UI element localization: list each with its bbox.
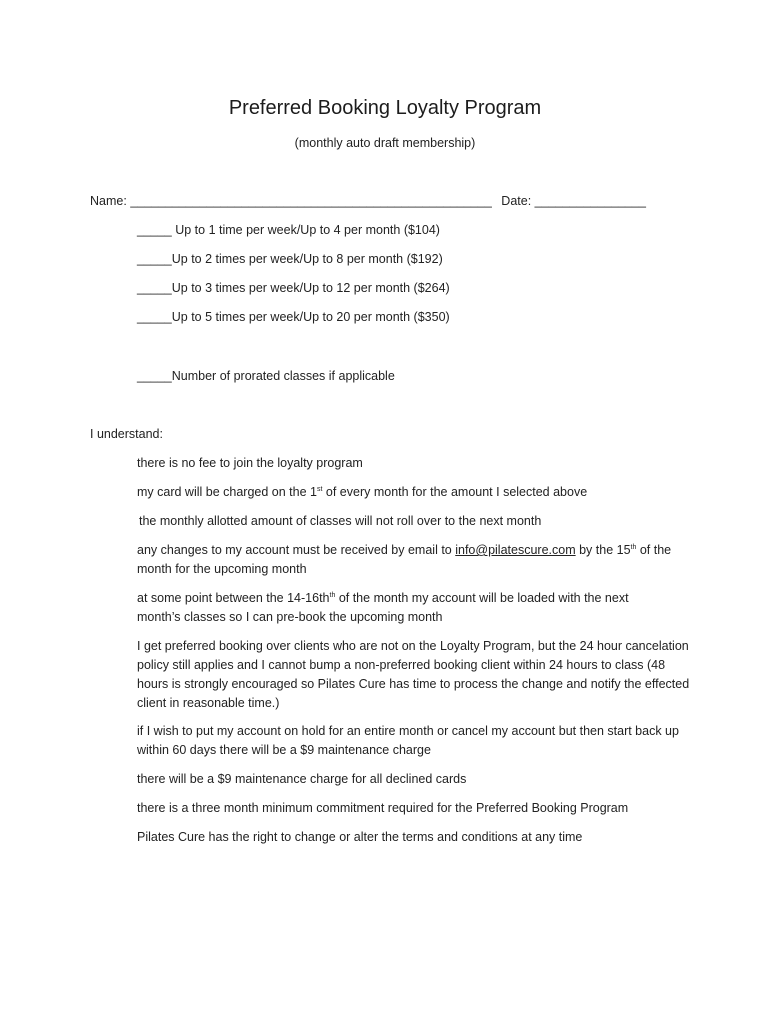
superscript: st: [316, 485, 323, 493]
understand-heading: I understand:: [90, 427, 163, 441]
term-item: there is no fee to join the loyalty program: [137, 456, 363, 470]
name-date-row: [90, 192, 646, 211]
term-item: [137, 589, 667, 627]
term-item: if I wish to put my account on hold for an entire month or cancel my account but then start back up within 60 days there will be a $9 maintenance charge: [137, 724, 679, 757]
term-text: any changes to my account must be received by email to: [137, 543, 456, 557]
term-item: I get preferred booking over clients who are not on the Loyalty Program, but the 24 hour cancelation policy still applies and I cannot bump a non-preferred booking client within 24 hours to class (48 hours is strongly encouraged so Pilates Cure has time to process the change and notify the effected client in reasonable time.): [137, 639, 690, 710]
superscript: th: [630, 543, 637, 551]
term-item: the monthly allotted amount of classes will not roll over to the next month: [139, 514, 542, 528]
term-text: of the month my account will be loaded with the next month’s classes so I can pre-book the upcoming month: [137, 591, 629, 624]
superscript: th: [329, 591, 336, 599]
term-item: [137, 541, 697, 579]
term-text: by the 15: [575, 543, 631, 557]
name-field[interactable]: ____________________________________________________: [130, 194, 492, 208]
term-item: there will be a $9 maintenance charge for all declined cards: [137, 772, 467, 786]
option-2[interactable]: _____Up to 2 times per week/Up to 8 per month ($192): [137, 252, 443, 266]
term-text: of the month for the upcoming month: [137, 543, 672, 576]
term-text: at some point between the 14-16th: [137, 591, 330, 605]
prorated-field[interactable]: _____Number of prorated classes if applicable: [137, 369, 395, 383]
page-subtitle: (monthly auto draft membership): [294, 136, 476, 150]
page-title: Preferred Booking Loyalty Program: [228, 97, 542, 119]
option-3[interactable]: _____Up to 3 times per week/Up to 12 per month ($264): [137, 281, 450, 295]
term-text: of every month for the amount I selected above: [322, 485, 588, 499]
term-item: [137, 483, 697, 502]
option-4[interactable]: _____Up to 5 times per week/Up to 20 per month ($350): [137, 310, 450, 324]
term-item: Pilates Cure has the right to change or alter the terms and conditions at any time: [137, 830, 583, 844]
email-link[interactable]: info@pilatescure.com: [455, 543, 576, 557]
term-item: there is a three month minimum commitment required for the Preferred Booking Program: [137, 801, 629, 815]
option-1[interactable]: _____ Up to 1 time per week/Up to 4 per month ($104): [137, 223, 440, 237]
name-label: Name:: [90, 194, 127, 208]
term-text: my card will be charged on the 1: [137, 485, 317, 499]
date-field[interactable]: ________________: [534, 194, 646, 208]
date-label: Date:: [501, 194, 532, 208]
